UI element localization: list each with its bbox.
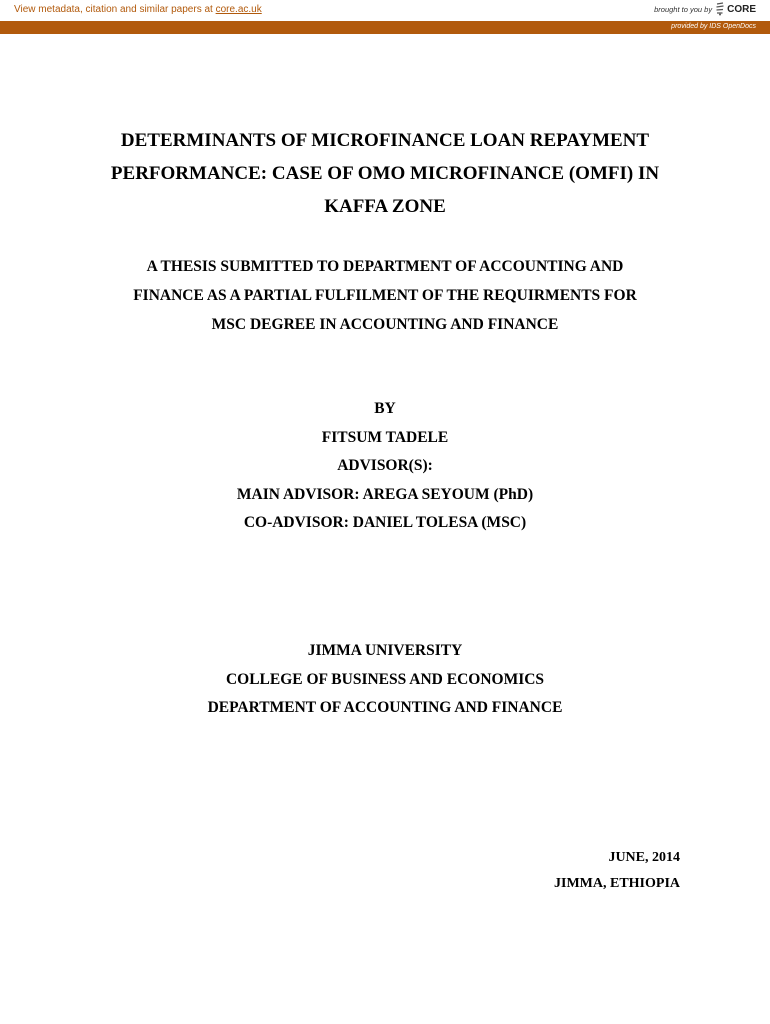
core-logo-icon [715,2,725,16]
date-place-block [554,845,680,897]
statement-line: MSC DEGREE IN ACCOUNTING AND FINANCE [211,316,559,333]
co-advisor: CO-ADVISOR: DANIEL TOLESA (MSC) [243,514,527,531]
core-accent-bar [0,21,770,34]
core-logo[interactable] [715,2,756,16]
university-name: JIMMA UNIVERSITY [307,642,463,659]
department-name: DEPARTMENT OF ACCOUNTING AND FINANCE [207,699,563,716]
title-line: KAFFA ZONE [324,196,446,217]
core-metadata-text: View metadata, citation and similar papers at [14,4,216,15]
core-banner [0,0,770,21]
core-provided-by: provided by IDS OpenDocs [671,23,756,30]
core-metadata-notice [14,4,262,15]
core-brought-by [654,2,756,16]
title-line: PERFORMANCE: CASE OF OMO MICROFINANCE (OMFI) IN [110,163,660,184]
submission-place: JIMMA, ETHIOPIA [554,876,680,891]
main-advisor: MAIN ADVISOR: AREGA SEYOUM (PhD) [236,485,534,503]
institution-block [0,637,770,723]
core-brought-text: brought to you by [654,4,713,14]
core-link[interactable]: core.ac.uk [215,4,262,15]
thesis-title [0,124,770,223]
author-block [0,395,770,538]
author-name: FITSUM TADELE [321,428,449,446]
college-name: COLLEGE OF BUSINESS AND ECONOMICS [225,670,545,688]
submission-date: JUNE, 2014 [608,850,680,865]
core-logo-text: CORE [727,3,756,15]
title-line: DETERMINANTS OF MICROFINANCE LOAN REPAYMENT [120,130,650,151]
statement-line: A THESIS SUBMITTED TO DEPARTMENT OF ACCOUNTING AND [146,258,624,275]
advisors-label: ADVISOR(S): [337,457,433,474]
by-label: BY [374,400,396,417]
statement-line: FINANCE AS A PARTIAL FULFILMENT OF THE REQUIRMENTS FOR [133,287,637,304]
thesis-statement [0,252,770,339]
